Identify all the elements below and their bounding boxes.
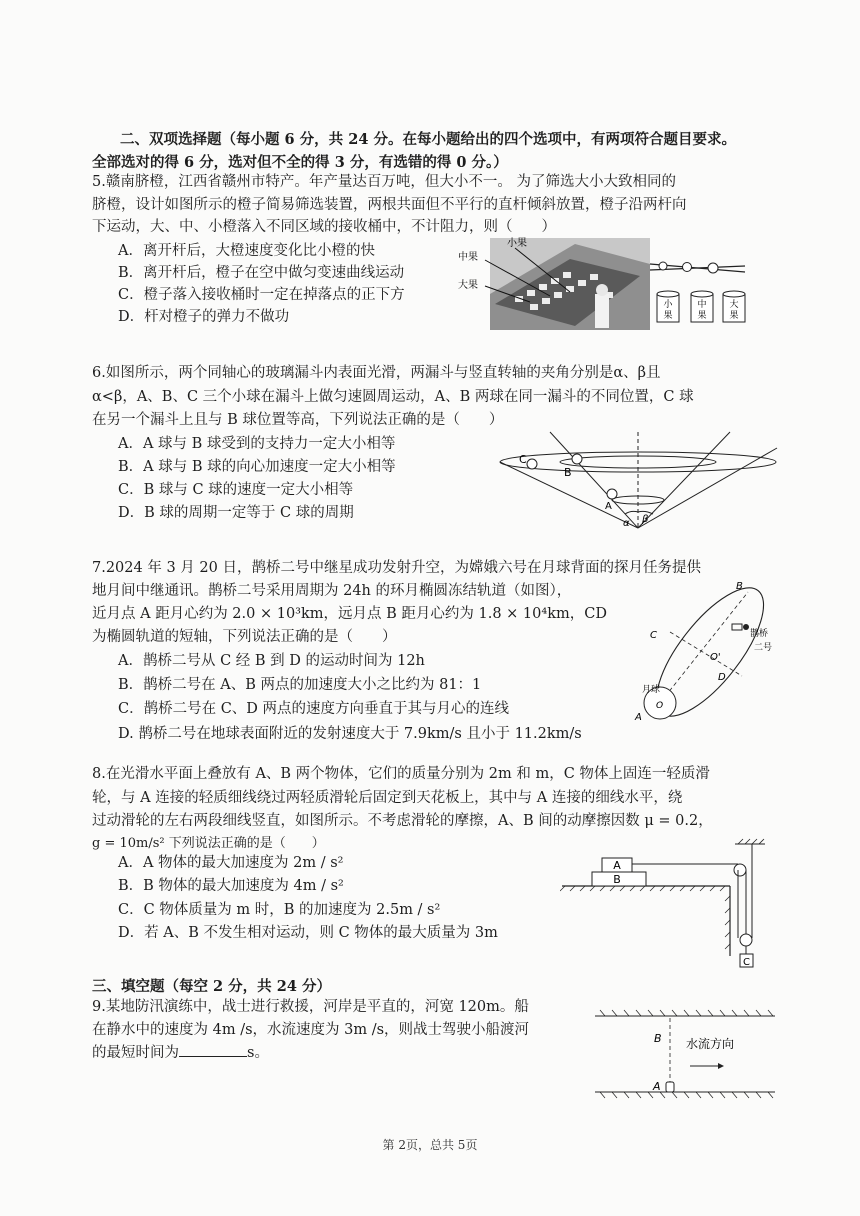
bucket-small-char1: 小 (663, 300, 673, 310)
q8-stem-line1: 8.在光滑水平面上叠放有 A、B 两个物体，它们的质量分别为 2m 和 m，C 物体上固连一轻质滑 (92, 766, 710, 782)
q7-orbit-figure (630, 580, 780, 725)
q7-option-b[interactable]: B．鹊桥二号在 A、B 两点的加速度大小之比约为 81：1 (118, 677, 482, 693)
q8-stem-line3: 过动滑轮的左右两段细线竖直，如图所示。不考虑滑轮的摩擦，A、B 间的动摩擦因数 μ = 0.2， (92, 813, 713, 829)
flow-arrow-icon (718, 1063, 724, 1069)
q5-stem-line2: 脐橙，设计如图所示的橙子简易筛选装置，两根共面但不平行的直杆倾斜放置，橙子沿两杆向 (92, 197, 687, 213)
block-b-label: B (613, 873, 621, 886)
q5-option-b[interactable]: B．离开杆后，橙子在空中做匀变速曲线运动 (118, 265, 405, 281)
q8-option-a[interactable]: A．A 物体的最大加速度为 2m / s² (118, 855, 344, 871)
q6-option-d[interactable]: D．B 球的周期一定等于 C 球的周期 (118, 505, 354, 521)
satellite-icon (743, 624, 749, 630)
q8-stem-line4: g = 10m/s² 下列说法正确的是（ ） (92, 836, 325, 851)
fixed-pulley (734, 864, 746, 876)
bucket-small-char2: 果 (663, 311, 673, 321)
section2-header-line2: 全部选对的得 6 分，选对但不全的得 3 分，有选错的得 0 分。） (92, 154, 508, 171)
answer-blank[interactable] (179, 1042, 247, 1057)
q7-stem-line3: 近月点 A 距月心约为 2.0 × 10³km，远月点 B 距月心约为 1.8 × 10⁴km，CD (92, 606, 607, 622)
bucket-medium-char1: 中 (697, 300, 707, 310)
center-o-prime-label: O' (710, 652, 721, 663)
q5-stem-line1: 5.赣南脐橙，江西省赣州市特产。年产量达百万吨，但大小不一。 为了筛选大小大致相同的 (92, 174, 676, 190)
block-a-label: A (613, 859, 621, 872)
q5-option-c[interactable]: C．橙子落入接收桶时一定在掉落点的正下方 (118, 287, 405, 303)
point-c-label: C (650, 630, 657, 641)
point-a-label: A (635, 712, 642, 723)
q9-stem-line3 (92, 1042, 269, 1064)
q7-stem-line1: 7.2024 年 3 月 20 日，鹊桥二号中继星成功发射升空，为嫦娥六号在月球背面的探月任务提供 (92, 560, 701, 576)
q5-stem-line3: 下运动，大、中、小橙落入不同区域的接收桶中，不计阻力，则（ ） (92, 219, 556, 235)
q9-stem-line1: 9.某地防汛演练中，战士进行救援，河岸是平直的，河宽 120m。船 (92, 999, 529, 1015)
q8-option-c[interactable]: C．C 物体质量为 m 时，B 的加速度为 2.5m / s² (118, 902, 441, 918)
point-a-label: A (653, 1080, 661, 1093)
q7-option-d[interactable]: D. 鹊桥二号在地球表面附近的发射速度大于 7.9km/s 且小于 11.2km/s (118, 726, 582, 742)
q9-stem-line2: 在静水中的速度为 4m /s，水流速度为 3m /s，则战士驾驶小船渡河 (92, 1022, 530, 1038)
moon-label: 月球 (642, 685, 661, 695)
q7-stem-line4: 为椭圆轨道的短轴，下列说法正确的是（ ） (92, 629, 397, 645)
bucket-large-char2: 果 (729, 311, 739, 321)
beta-label: β (642, 514, 649, 525)
movable-pulley (740, 934, 752, 946)
alpha-label: α (623, 518, 630, 529)
q7-option-a[interactable]: A．鹊桥二号从 C 经 B 到 D 的运动时间为 12h (118, 653, 425, 669)
q8-option-d[interactable]: D．若 A、B 不发生相对运动，则 C 物体的最大质量为 3m (118, 925, 498, 941)
q9-stem-line3-text: 的最短时间为 (92, 1045, 179, 1061)
label-large-fruit: 大果 (458, 280, 478, 291)
ball-b-label: B (564, 466, 572, 479)
q6-stem-line2: α<β，A、B、C 三个小球在漏斗上做匀速圆周运动，A、B 两球在同一漏斗的不同位置，C 球 (92, 389, 694, 405)
q5-option-d[interactable]: D．杆对橙子的弹力不做功 (118, 309, 290, 325)
q8-option-b[interactable]: B．B 物体的最大加速度为 4m / s² (118, 878, 344, 894)
q5-sorting-device-figure (455, 234, 755, 332)
point-d-label: D (718, 672, 726, 683)
flow-direction-label: 水流方向 (686, 1037, 735, 1051)
point-b-label: B (654, 1032, 662, 1045)
q8-stem-line2: 轮，与 A 连接的轻质细线绕过两轻质滑轮后固定到天花板上，其中与 A 连接的细线水平，绕 (92, 790, 683, 806)
q6-option-a[interactable]: A．A 球与 B 球受到的支持力一定大小相等 (118, 436, 396, 452)
q8-pulley-figure (560, 838, 775, 970)
q9-river-figure (590, 1008, 780, 1103)
block-c-label: C (743, 957, 750, 968)
q6-stem-line3: 在另一个漏斗上且与 B 球位置等高，下列说法正确的是（ ） (92, 412, 504, 428)
point-b-label: B (736, 581, 743, 592)
ball-c-label: C (519, 453, 527, 466)
satellite-label-line1: 鹊桥 (750, 629, 769, 639)
q6-option-b[interactable]: B．A 球与 B 球的向心加速度一定大小相等 (118, 459, 396, 475)
q7-stem-line2: 地月间中继通讯。鹊桥二号采用周期为 24h 的环月椭圆冻结轨道（如图）， (92, 583, 572, 599)
section3-header: 三、填空题（每空 2 分，共 24 分） (92, 978, 331, 995)
center-o-label: O (656, 701, 664, 711)
label-small-fruit: 小果 (507, 238, 527, 249)
label-medium-fruit: 中果 (458, 252, 478, 263)
bucket-large-char1: 大 (729, 300, 739, 310)
q6-funnel-figure (495, 430, 780, 530)
q5-option-a[interactable]: A．离开杆后，大橙速度变化比小橙的快 (118, 243, 375, 259)
page-footer: 第 2页，总共 5页 (382, 1138, 478, 1152)
boat-icon (666, 1082, 674, 1092)
ball-a-label: A (605, 501, 612, 512)
q6-option-c[interactable]: C．B 球与 C 球的速度一定大小相等 (118, 482, 354, 498)
section2-header-line1: 二、双项选择题（每小题 6 分，共 24 分。在每小题给出的四个选项中，有两项符合题目要求。 (120, 131, 736, 148)
q9-stem-unit: s。 (247, 1045, 269, 1061)
q6-stem-line1: 6.如图所示，两个同轴心的玻璃漏斗内表面光滑，两漏斗与竖直转轴的夹角分别是α、β且 (92, 365, 661, 381)
q7-option-c[interactable]: C．鹊桥二号在 C、D 两点的速度方向垂直于其与月心的连线 (118, 701, 510, 717)
satellite-label-line2: 二号 (754, 643, 773, 653)
bucket-medium-char2: 果 (697, 311, 707, 321)
